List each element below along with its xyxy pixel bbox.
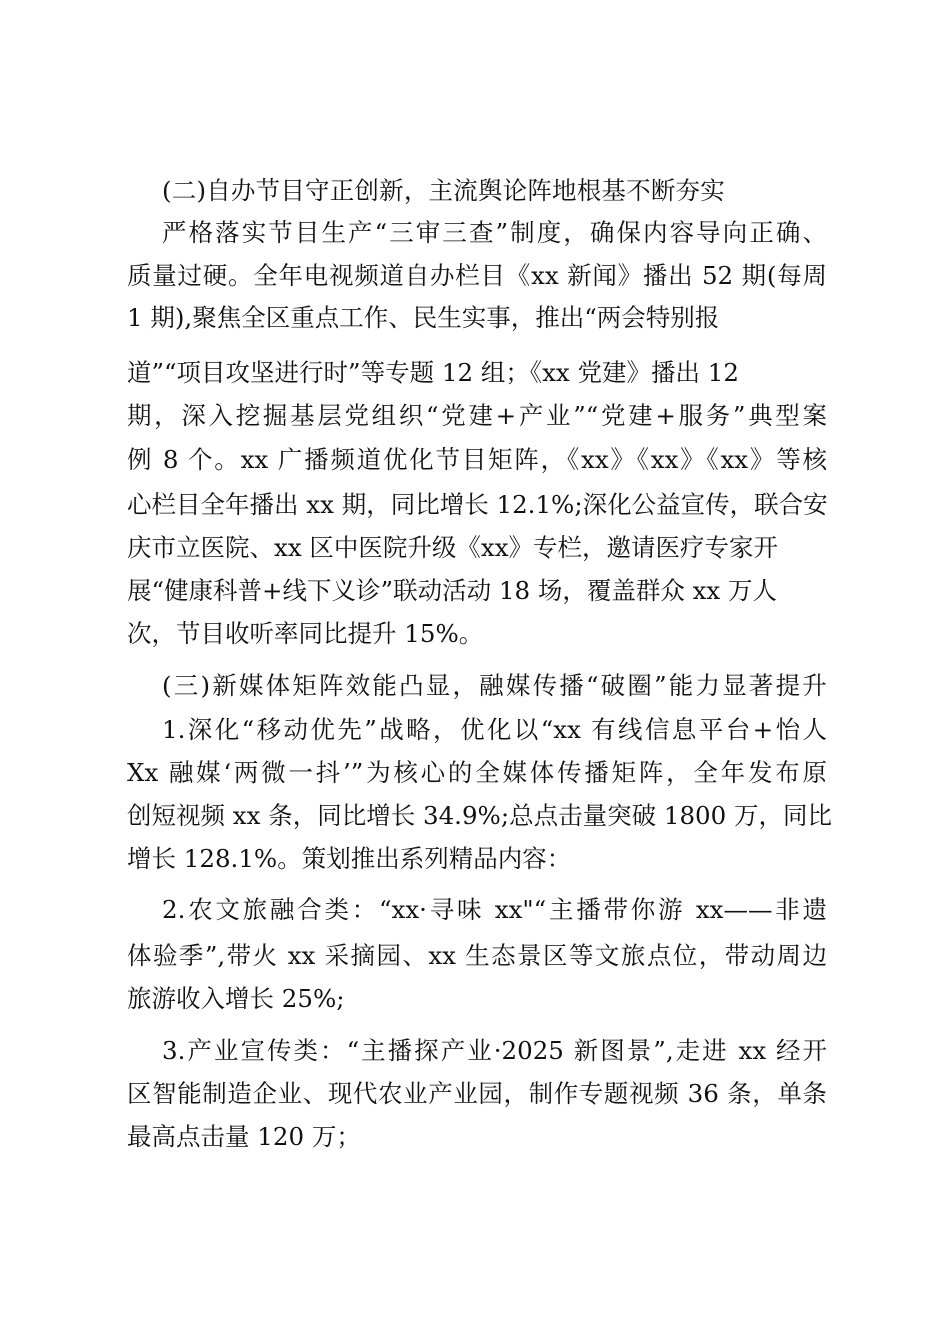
paragraph-line: Xx 融媒‘两微一抖’”为核心的全媒体传播矩阵，全年发布原 (127, 758, 827, 787)
paragraph-line: 例 8 个。xx 广播频道优化节目矩阵，《xx》《xx》《xx》等核 (127, 445, 827, 474)
paragraph-line: 创短视频 xx 条，同比增长 34.9%;总点击量突破 1800 万，同比 (127, 801, 833, 830)
paragraph-line: 庆市立医院、xx 区中医院升级《xx》专栏，邀请医疗专家开 (127, 533, 779, 562)
paragraph-line: 1 期),聚焦全区重点工作、民生实事，推出“两会特别报 (127, 303, 720, 332)
paragraph-line: 1.深化“移动优先”战略，优化以“xx 有线信息平台+怡人 (162, 715, 827, 744)
paragraph-line: 展“健康科普+线下义诊”联动活动 18 场，覆盖群众 xx 万人 (127, 576, 778, 605)
paragraph-line: 3.产业宣传类：“主播探产业·2025 新图景”,走进 xx 经开 (162, 1036, 827, 1065)
section-3-heading: (三)新媒体矩阵效能凸显，融媒传播“破圈”能力显著提升 (162, 671, 827, 700)
paragraph-line: 心栏目全年播出 xx 期，同比增长 12.1%;深化公益宣传，联合安 (127, 490, 828, 519)
paragraph-line: 最高点击量 120 万； (127, 1122, 361, 1151)
section-2-heading: (二)自办节目守正创新，主流舆论阵地根基不断夯实 (162, 176, 725, 205)
paragraph-line: 严格落实节目生产“三审三查”制度，确保内容导向正确、 (162, 218, 827, 247)
paragraph-line: 质量过硬。全年电视频道自办栏目《xx 新闻》播出 52 期(每周 (127, 261, 827, 290)
paragraph-line: 期，深入挖掘基层党组织“党建+产业”“党建+服务”典型案 (127, 401, 827, 430)
paragraph-line: 2.农文旅融合类：“xx·寻味 xx"“主播带你游 xx——非遗 (162, 895, 827, 924)
paragraph-line: 增长 128.1%。策划推出系列精品内容： (127, 844, 572, 873)
paragraph-line: 体验季”,带火 xx 采摘园、xx 生态景区等文旅点位，带动周边 (127, 941, 827, 970)
paragraph-line: 旅游收入增长 25%; (127, 984, 345, 1013)
paragraph-line: 次，节目收听率同比提升 15%。 (127, 619, 484, 648)
paragraph-line: 区智能制造企业、现代农业产业园，制作专题视频 36 条，单条 (127, 1079, 827, 1108)
paragraph-line: 道”“项目攻坚进行时”等专题 12 组；《xx 党建》播出 12 (127, 358, 739, 387)
